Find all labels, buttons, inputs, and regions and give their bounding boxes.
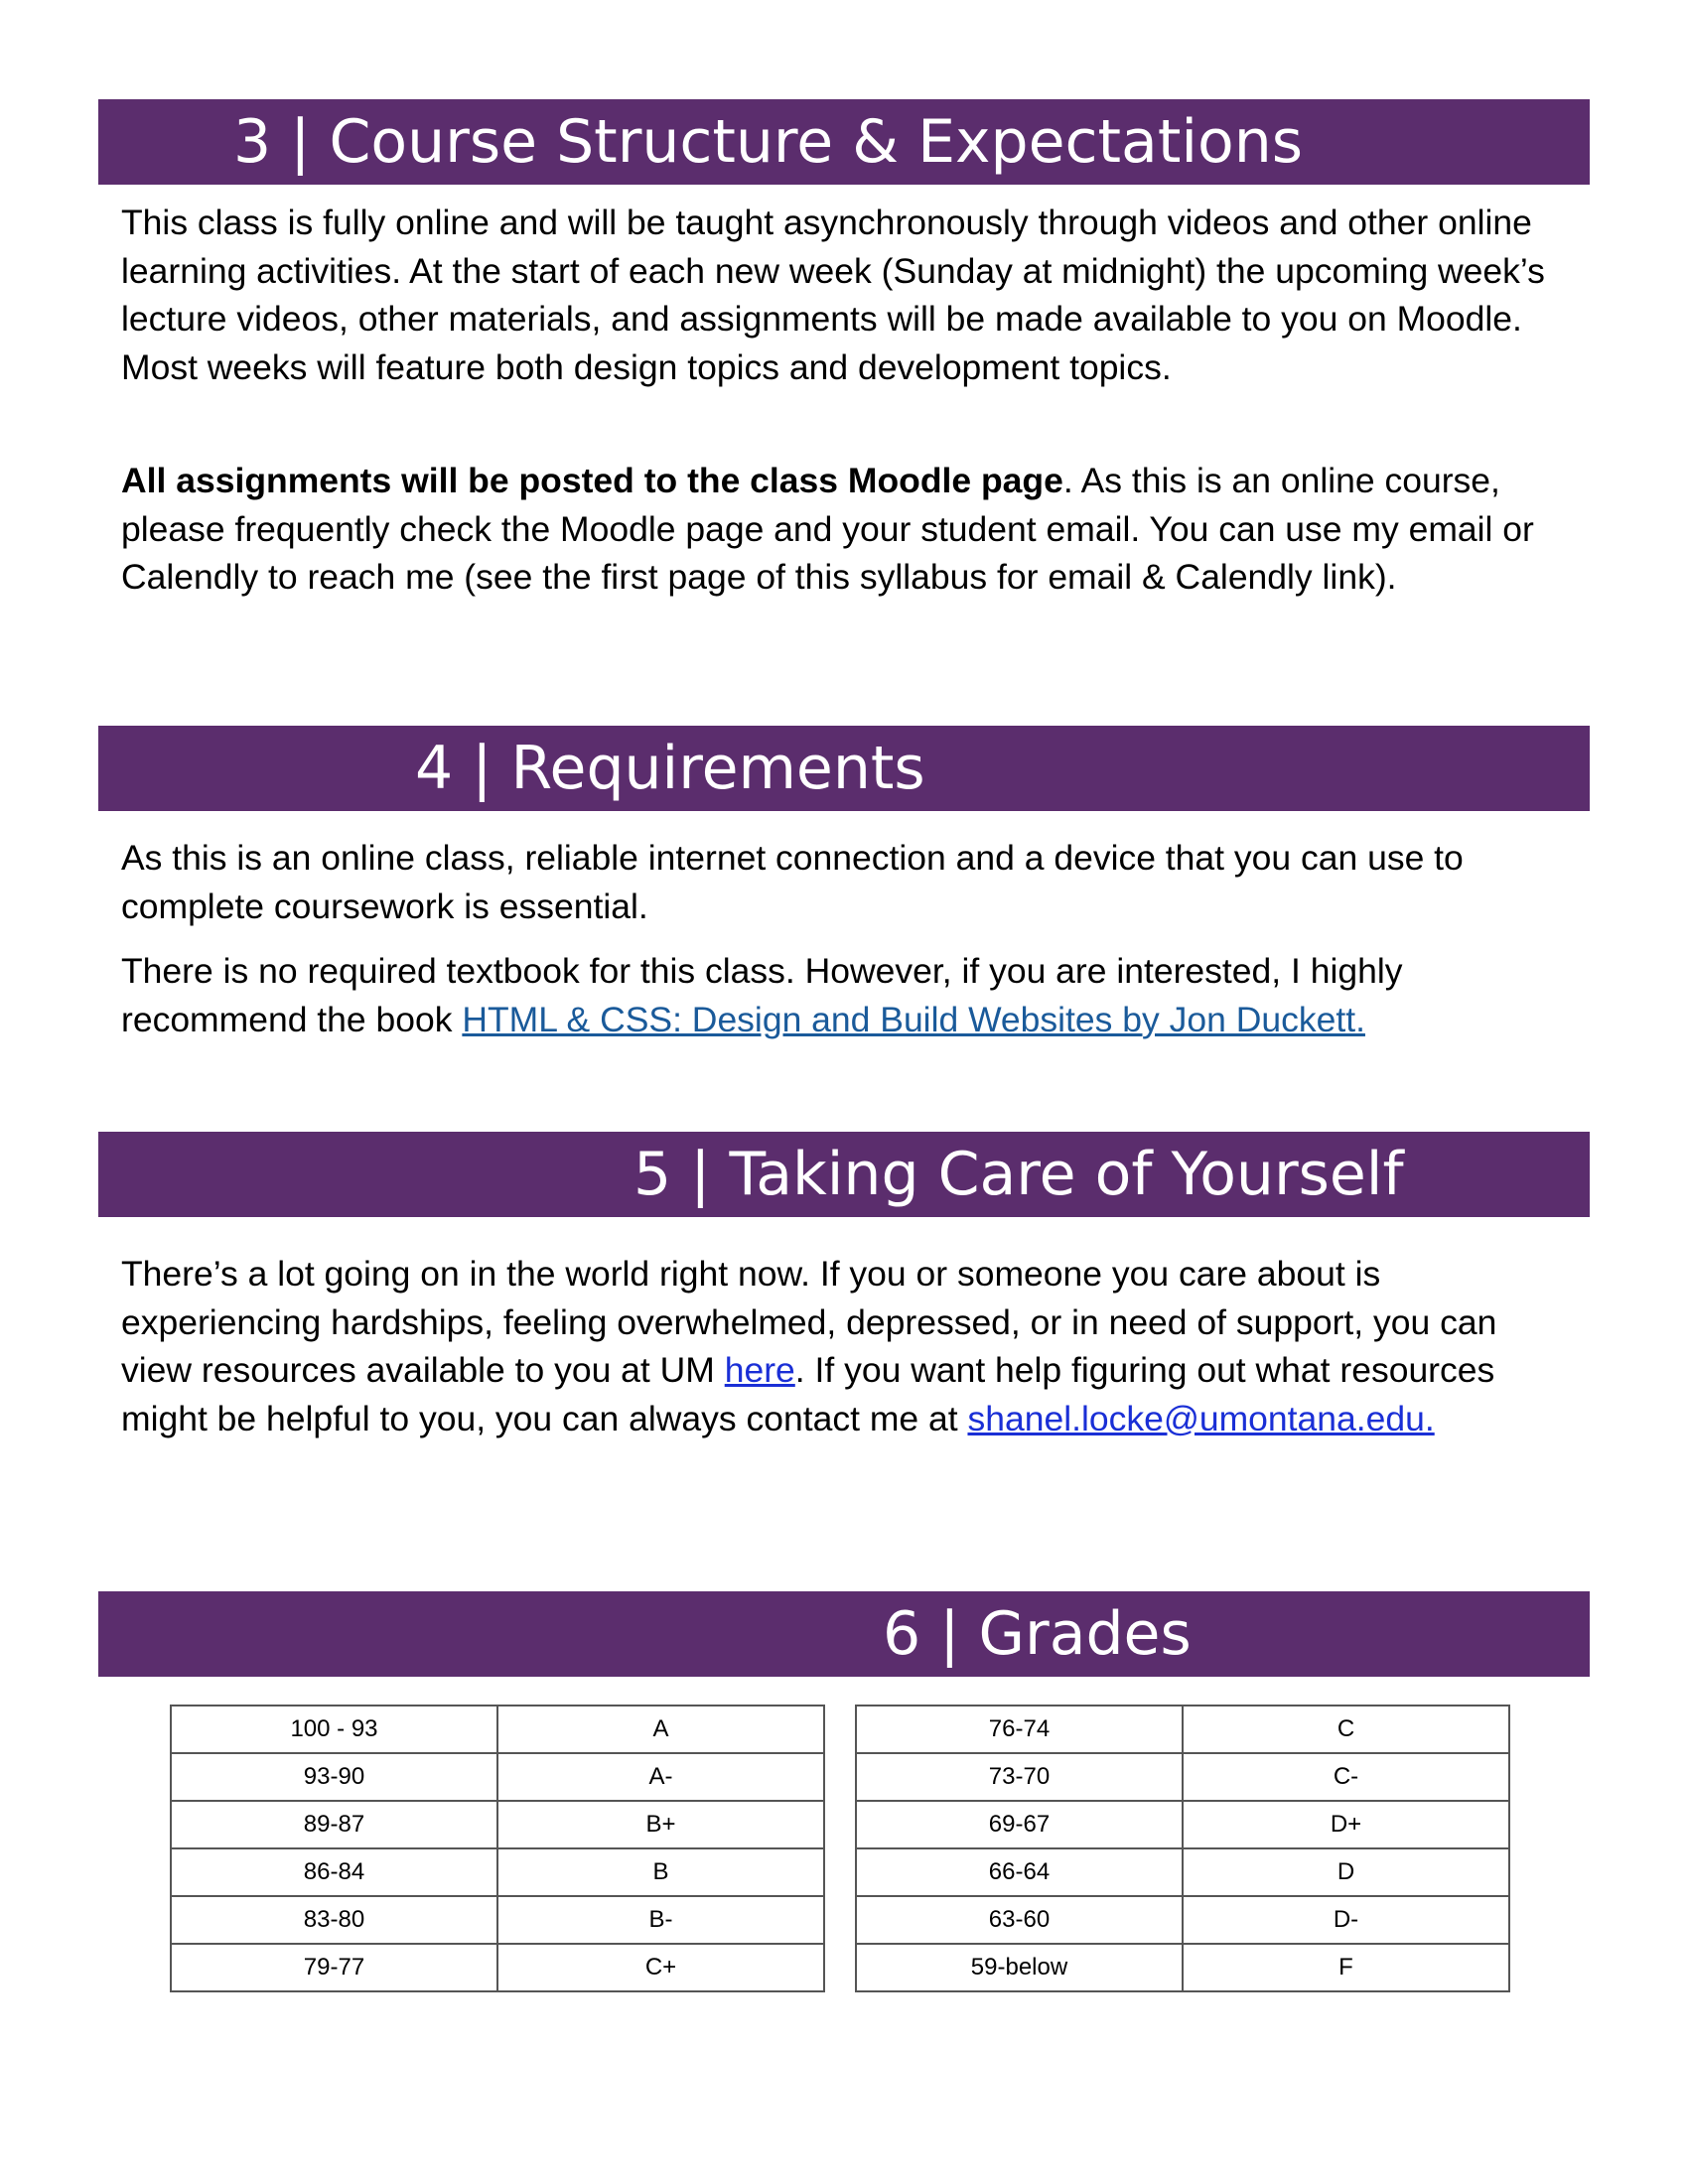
table-row (856, 1801, 1509, 1848)
letter-grade: B (497, 1848, 824, 1896)
letter-grade: C (1183, 1706, 1509, 1753)
table-row (856, 1848, 1509, 1896)
letter-grade: F (1183, 1944, 1509, 1991)
table-row (856, 1896, 1509, 1944)
table-row (171, 1944, 824, 1991)
grade-range: 66-64 (856, 1848, 1183, 1896)
section-5-title: 5 | Taking Care of Yourself (633, 1140, 1404, 1209)
letter-grade: B+ (497, 1801, 824, 1848)
section-5-paragraph-1 (121, 1250, 1571, 1442)
section-3-title: 3 | Course Structure & Expectations (233, 107, 1304, 177)
section-6-header (98, 1591, 1590, 1677)
section-4-header (98, 726, 1590, 811)
section-4-title: 4 | Requirements (415, 734, 925, 803)
letter-grade: C- (1183, 1753, 1509, 1801)
grade-range: 79-77 (171, 1944, 497, 1991)
assignments-notice-rest: . As this is an online course, please frequently check the Moodle page and your student email. You can use my email or Calendly to reach me (see the first page of this syllabus for email & Calendly link). (121, 461, 1534, 597)
section-4-paragraph-1: As this is an online class, reliable internet connection and a device that you can use to complete coursework is essential. (121, 838, 1464, 926)
table-row (171, 1848, 824, 1896)
section-6-title: 6 | Grades (883, 1599, 1192, 1669)
table-row (171, 1753, 824, 1801)
resources-here-link[interactable]: here (724, 1350, 795, 1390)
grade-range: 76-74 (856, 1706, 1183, 1753)
letter-grade: D (1183, 1848, 1509, 1896)
table-row (171, 1896, 824, 1944)
wellbeing-text-a: There’s a lot going on in the world right now. If you or someone you care about is experiencing hardships, feeling overwhelmed, depressed, or in need of support, you can view resources available to you at UM (121, 1254, 1497, 1390)
wellbeing-text-b: . If you want help figuring out what resources might be helpful to you, you can always contact me at (121, 1350, 1495, 1438)
textbook-text: There is no required textbook for this class. However, if you are interested, I highly recommend the book (121, 951, 1403, 1039)
letter-grade: A (497, 1706, 824, 1753)
section-4-paragraph-2 (121, 947, 1571, 1043)
letter-grade: A- (497, 1753, 824, 1801)
grade-range: 73-70 (856, 1753, 1183, 1801)
assignments-notice-bold: All assignments will be posted to the class Moodle page (121, 461, 1063, 500)
grade-range: 89-87 (171, 1801, 497, 1848)
section-3-paragraph-1: This class is fully online and will be taught asynchronously through videos and other online learning activities. At the start of each new week (Sunday at midnight) the upcoming week’s lecture videos, other materials, and assignments will be made available to you on Moodle. Most weeks will feature both design topics and development topics. (121, 203, 1545, 387)
table-row (856, 1753, 1509, 1801)
grade-range: 83-80 (171, 1896, 497, 1944)
letter-grade: D+ (1183, 1801, 1509, 1848)
textbook-link[interactable]: HTML & CSS: Design and Build Websites by Jon Duckett. (462, 999, 1365, 1039)
grades-table-right (855, 1705, 1510, 1992)
letter-grade: C+ (497, 1944, 824, 1991)
table-row (856, 1944, 1509, 1991)
grade-range: 93-90 (171, 1753, 497, 1801)
instructor-email-link[interactable]: shanel.locke@umontana.edu. (967, 1398, 1435, 1438)
section-5-header (98, 1132, 1590, 1217)
grade-range: 100 - 93 (171, 1706, 497, 1753)
grade-range: 63-60 (856, 1896, 1183, 1944)
letter-grade: D- (1183, 1896, 1509, 1944)
section-3-paragraph-2 (121, 457, 1571, 602)
grades-table-left (170, 1705, 825, 1992)
table-row (171, 1801, 824, 1848)
table-row (856, 1706, 1509, 1753)
table-row (171, 1706, 824, 1753)
grade-range: 69-67 (856, 1801, 1183, 1848)
grade-range: 86-84 (171, 1848, 497, 1896)
letter-grade: B- (497, 1896, 824, 1944)
section-3-header (98, 99, 1590, 185)
grade-range: 59-below (856, 1944, 1183, 1991)
